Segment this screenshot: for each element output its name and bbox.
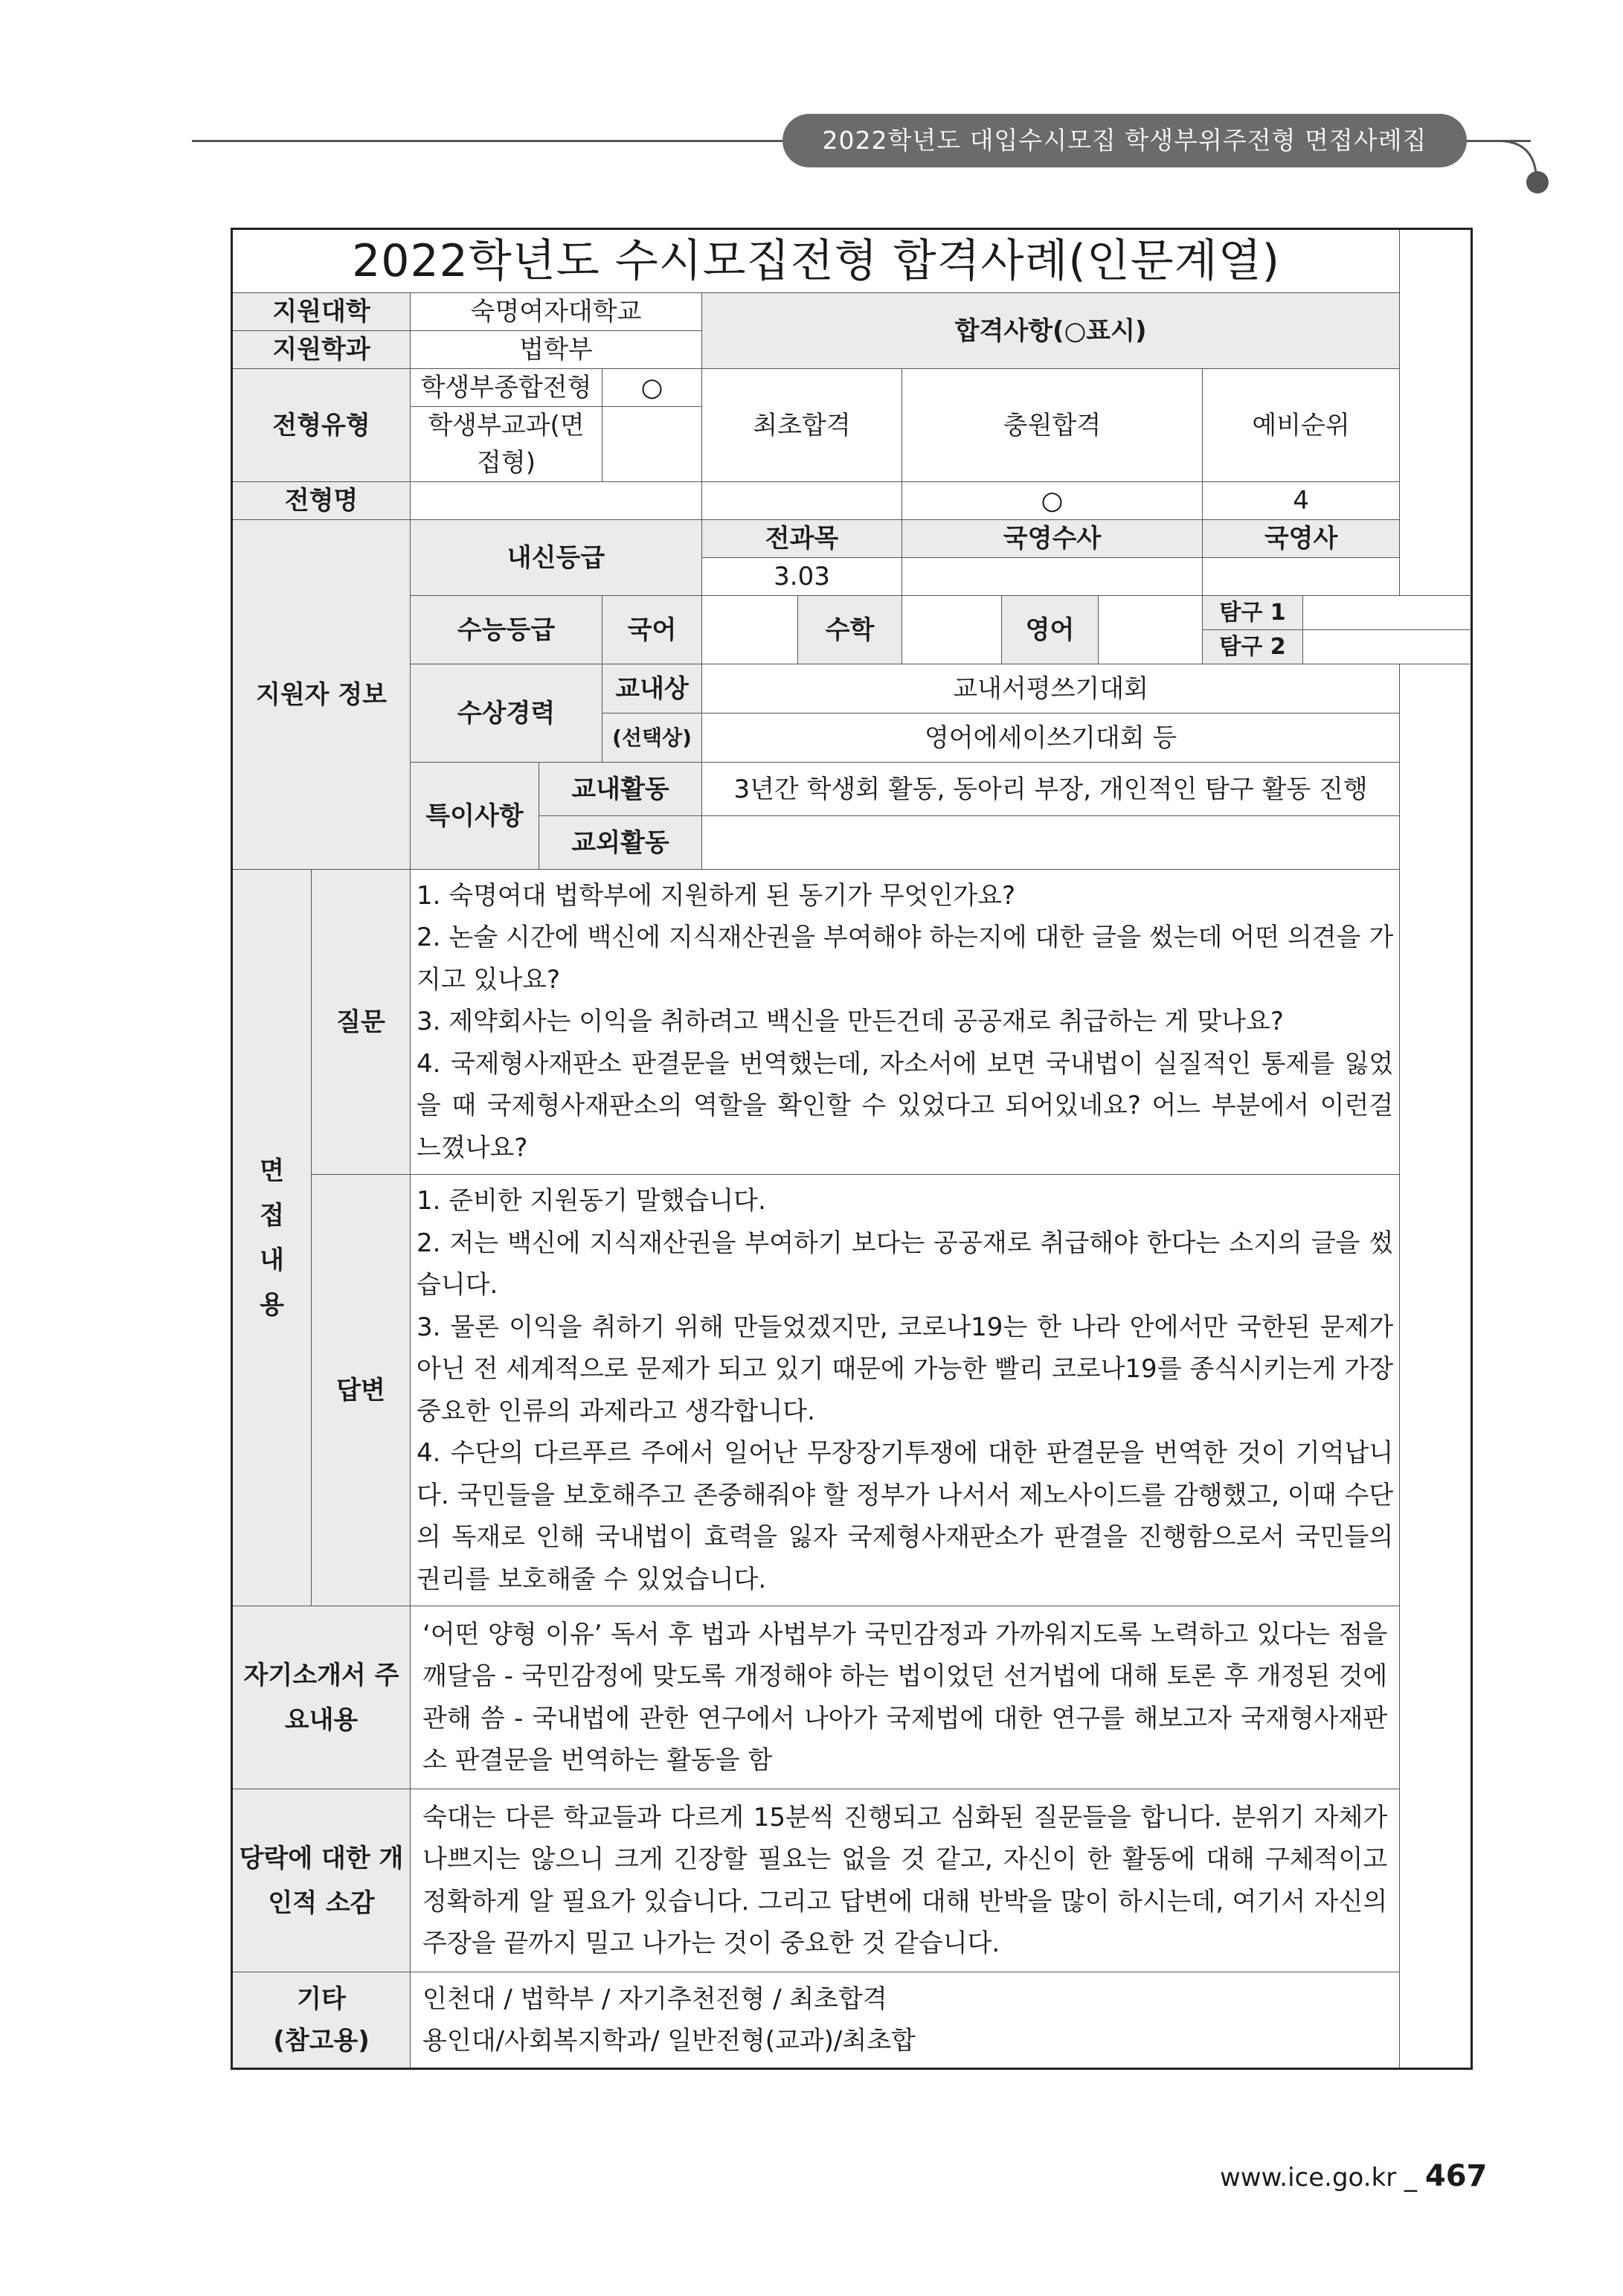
label-question: 질문: [312, 870, 411, 1175]
label-answer: 답변: [312, 1175, 411, 1606]
out-activity-label: 교외활동: [539, 816, 702, 870]
label-special: 특이사항: [411, 763, 539, 870]
etc-item: 용인대/사회복지학과/ 일반전형(교과)/최초합: [422, 2026, 916, 2056]
out-activity-value: [702, 816, 1400, 870]
waitlist-header: 예비순위: [1203, 369, 1400, 482]
in-school-award-label: 교내상: [602, 664, 702, 714]
question-item: 4. 국제형사재판소 판결문을 번역했는데, 자소서에 보면 국내법이 실질적인 통제를 잃었을 때 국제형사재판소의 역할을 확인할 수 있었다고 되어있네요? 어느 부분에서 이런걸 느꼈나요?: [417, 1048, 1394, 1163]
first-pass-value: [702, 482, 902, 520]
value-type-name: [411, 482, 702, 520]
value-univ: 숙명여자대학교: [411, 293, 702, 331]
csat-inquiry2-label: 탐구 2: [1203, 630, 1303, 664]
gpa-kel-value: [1203, 558, 1400, 596]
csat-korean-label: 국어: [602, 596, 702, 664]
type2-mark: [602, 407, 702, 482]
answer-item: 4. 수단의 다르푸르 주에서 일어난 무장장기투쟁에 대한 판결문을 번역한 것이 기억납니다. 국민들을 보호해주고 존중해줘야 할 정부가 나서서 제노사이드를 감행했고, 이때 수단의 독재로 인해 국내법이 효력을 잃자 국제형사재판소가 판결을 진행함으로서 국민들의 권리를 보호해줄 수 있었습니다.: [417, 1438, 1394, 1594]
gpa-all-value: 3.03: [702, 558, 902, 596]
in-activity-value: 3년간 학생회 활동, 동아리 부장, 개인적인 탐구 활동 진행: [702, 763, 1400, 816]
etc-item: 인천대 / 법학부 / 자기추천전형 / 최초합격: [422, 1984, 887, 2014]
label-sop: 자기소개서 주요내용: [232, 1606, 411, 1789]
question-item: 3. 제약회사는 이익을 취하려고 백신을 만든건데 공공재로 취급하는 게 맞나요?: [417, 1007, 1284, 1037]
header-dot-decoration: [1526, 171, 1549, 193]
value-dept: 법학부: [411, 331, 702, 369]
label-awards: 수상경력: [411, 664, 602, 763]
label-csat: 수능등급: [411, 596, 602, 664]
label-applicant-info: 지원자 정보: [232, 520, 411, 870]
extra-pass-mark: ○: [902, 482, 1203, 520]
question-item: 2. 논술 시간에 백신에 지식재산권을 부여해야 하는지에 대한 글을 썼는데 어떤 의견을 가지고 있나요?: [417, 923, 1394, 995]
footer-url: www.ice.go.kr _: [1220, 2163, 1418, 2193]
question-list: [411, 870, 1400, 1175]
page-number: 467: [1424, 2159, 1488, 2193]
sop-content: ‘어떤 양형 이유’ 독서 후 법과 사법부가 국민감정과 가까워지도록 노력하고 있다는 점을 깨달음 - 국민감정에 맞도록 개정해야 하는 법이었던 선거법에 대해 토론 후 개정된 것에 관해 씀 - 국내법에 관한 연구에서 나아가 국제법에 대한 연구를 해보고자 국재형사재판소 판결문을 번역하는 활동을 함: [411, 1606, 1400, 1789]
award-item: 교내서평쓰기대회: [702, 664, 1400, 714]
page-header: [0, 0, 1623, 216]
type1-mark: ○: [602, 369, 702, 407]
label-type: 전형유형: [232, 369, 411, 482]
label-gpa: 내신등급: [411, 520, 702, 596]
answer-item: 3. 물론 이익을 취하기 위해 만들었겠지만, 코로나19는 한 나라 안에서만 국한된 문제가 아닌 전 세계적으로 문제가 되고 있기 때문에 가능한 빨리 코로나19를 종식시키는게 가장 중요한 인류의 과제라고 생각합니다.: [417, 1312, 1394, 1426]
label-etc: 기타 (참고용): [232, 1972, 411, 2069]
etc-content: [411, 1972, 1400, 2069]
csat-korean-value: [702, 596, 798, 664]
waitlist-value: 4: [1203, 482, 1400, 520]
in-activity-label: 교내활동: [539, 763, 702, 816]
gpa-kel-header: 국영사: [1203, 520, 1400, 558]
first-pass-header: 최초합격: [702, 369, 902, 482]
gpa-kes-header: 국영수사: [902, 520, 1203, 558]
csat-inquiry1-value: [1303, 596, 1472, 630]
answer-list: [411, 1175, 1400, 1606]
label-interview: 면접 내용: [232, 870, 312, 1606]
csat-math-value: [902, 596, 1002, 664]
label-dept: 지원학과: [232, 331, 411, 369]
label-opinion: 당락에 대한 개인적 소감: [232, 1789, 411, 1972]
page-footer: [1220, 2159, 1487, 2193]
value-type1: 학생부종합전형: [411, 369, 602, 407]
page-title: 2022학년도 수시모집전형 합격사례(인문계열): [232, 229, 1400, 293]
answer-item: 1. 준비한 지원동기 말했습니다.: [417, 1186, 766, 1216]
question-item: 1. 숙명여대 법학부에 지원하게 된 동기가 무엇인가요?: [417, 880, 1016, 911]
opinion-content: 숙대는 다른 학교들과 다르게 15분씩 진행되고 심화된 질문들을 합니다. 분위기 자체가 나쁘지는 않으니 크게 긴장할 필요는 없을 것 같고, 자신이 한 활동에 대해 구체적이고 정확하게 알 필요가 있습니다. 그리고 답변에 대해 반박을 많이 하시는데, 여기서 자신의 주장을 끝까지 밀고 나가는 것이 중요한 것 같습니다.: [411, 1789, 1400, 1972]
award-note-label: (선택상): [602, 714, 702, 763]
csat-english-label: 영어: [1002, 596, 1099, 664]
label-result: 합격사항(○표시): [702, 293, 1400, 369]
case-table: [231, 228, 1473, 2070]
csat-math-label: 수학: [798, 596, 902, 664]
csat-english-value: [1099, 596, 1203, 664]
extra-pass-header: 충원합격: [902, 369, 1203, 482]
value-type2: 학생부교과(면접형): [411, 407, 602, 482]
award-item: 영어에세이쓰기대회 등: [702, 714, 1400, 763]
label-univ: 지원대학: [232, 293, 411, 331]
csat-inquiry2-value: [1303, 630, 1472, 664]
label-type-name: 전형명: [232, 482, 411, 520]
gpa-all-header: 전과목: [702, 520, 902, 558]
answer-item: 2. 저는 백신에 지식재산권을 부여하기 보다는 공공재로 취급해야 한다는 소지의 글을 썼습니다.: [417, 1228, 1394, 1300]
csat-inquiry1-label: 탐구 1: [1203, 596, 1303, 630]
header-title: 2022학년도 대입수시모집 학생부위주전형 면접사례집: [782, 114, 1467, 167]
gpa-kes-value: [902, 558, 1203, 596]
